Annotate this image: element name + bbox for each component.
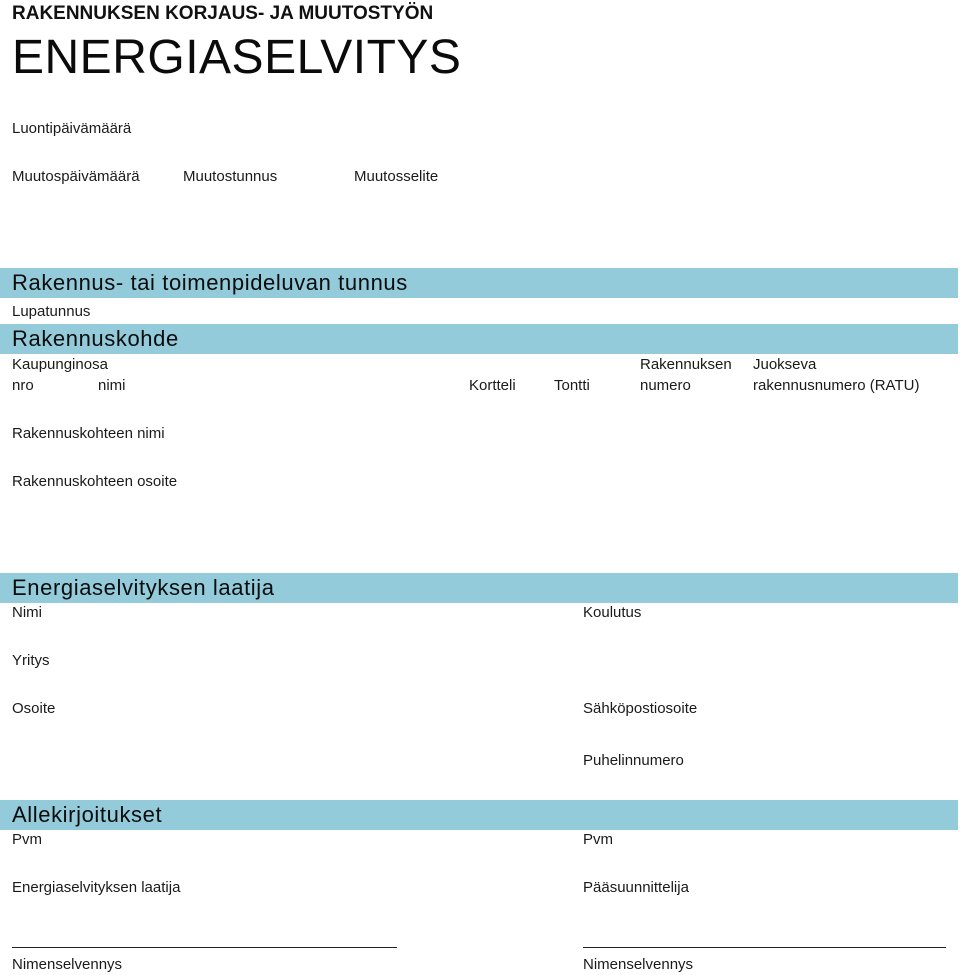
author-name-label: Nimi bbox=[12, 604, 42, 621]
left-name-clarification-label: Nimenselvennys bbox=[12, 956, 123, 973]
district-number-label: nro bbox=[12, 377, 34, 394]
form-subtitle: RAKENNUKSEN KORJAUS- JA MUUTOSTYÖN bbox=[12, 3, 434, 24]
modified-date-label: Muutospäivämäärä bbox=[12, 168, 140, 185]
permit-section-header bbox=[0, 268, 958, 298]
email-label: Sähköpostiosoite bbox=[583, 700, 698, 717]
address-label: Osoite bbox=[12, 700, 56, 717]
author-section-header bbox=[0, 573, 958, 603]
permit-section-title: Rakennus- tai toimenpideluvan tunnus bbox=[12, 270, 408, 295]
change-code-label: Muutostunnus bbox=[183, 168, 278, 185]
signatures-section-title: Allekirjoitukset bbox=[12, 802, 163, 827]
district-label: Kaupunginosa bbox=[12, 356, 108, 373]
permit-id-label: Lupatunnus bbox=[12, 303, 91, 320]
company-label: Yritys bbox=[12, 652, 50, 669]
plot-label: Tontti bbox=[554, 377, 590, 394]
district-name-label: nimi bbox=[98, 377, 126, 394]
ratu-label-line2: rakennusnumero (RATU) bbox=[753, 377, 920, 394]
right-name-clarification-label: Nimenselvennys bbox=[583, 956, 694, 973]
ratu-label-line1: Juokseva bbox=[753, 356, 817, 373]
block-label: Kortteli bbox=[469, 377, 516, 394]
created-date-label: Luontipäivämäärä bbox=[12, 120, 132, 137]
right-signature-line bbox=[583, 947, 946, 948]
site-address-label: Rakennuskohteen osoite bbox=[12, 473, 178, 490]
form-title: ENERGIASELVITYS bbox=[12, 31, 462, 84]
left-signer-role-label: Energiaselvityksen laatija bbox=[12, 879, 181, 896]
right-signer-role-label: Pääsuunnittelija bbox=[583, 879, 689, 896]
building-number-label-line1: Rakennuksen bbox=[640, 356, 732, 373]
left-date-label: Pvm bbox=[12, 831, 42, 848]
right-date-label: Pvm bbox=[583, 831, 613, 848]
site-section-header bbox=[0, 324, 958, 354]
building-number-label-line2: numero bbox=[640, 377, 691, 394]
change-description-label: Muutosselite bbox=[354, 168, 439, 185]
site-name-label: Rakennuskohteen nimi bbox=[12, 425, 165, 442]
phone-label: Puhelinnumero bbox=[583, 752, 684, 769]
site-section-title: Rakennuskohde bbox=[12, 326, 179, 351]
author-section-title: Energiaselvityksen laatija bbox=[12, 575, 275, 600]
left-signature-line bbox=[12, 947, 397, 948]
education-label: Koulutus bbox=[583, 604, 642, 621]
signatures-section-header bbox=[0, 800, 958, 830]
